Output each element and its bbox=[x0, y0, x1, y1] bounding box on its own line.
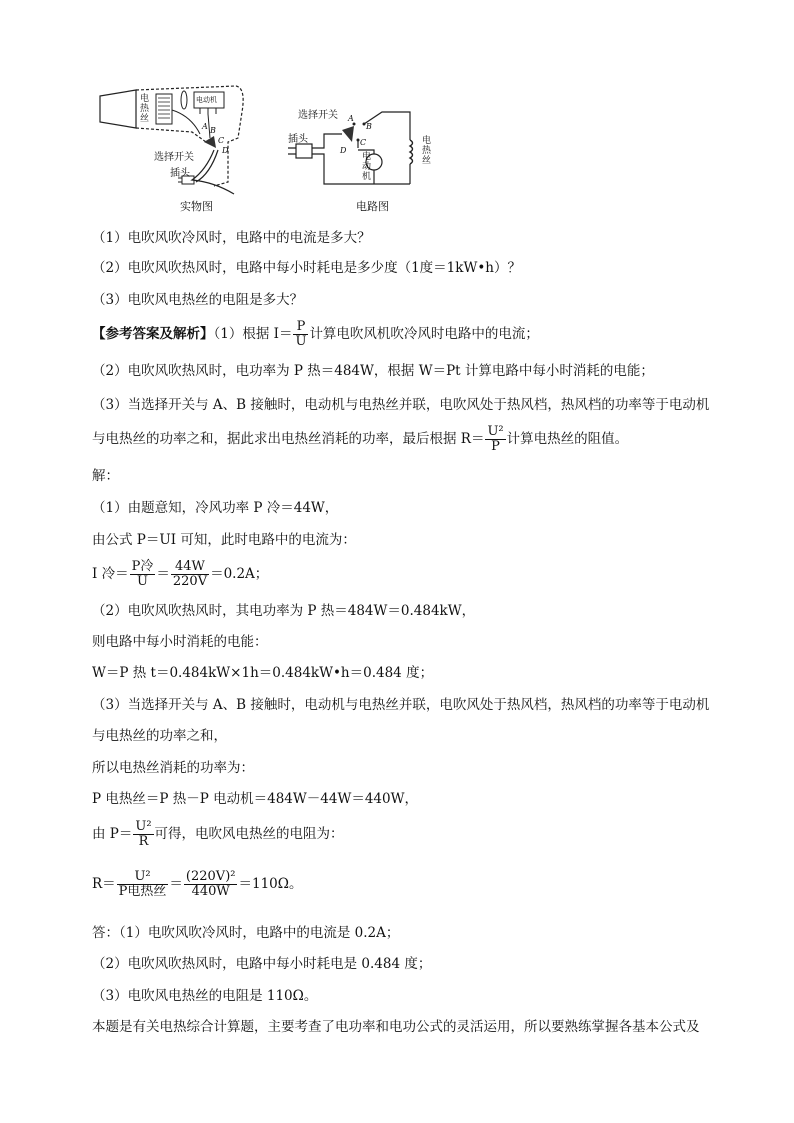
fraction bbox=[485, 425, 505, 454]
fraction bbox=[117, 870, 169, 899]
analysis-text: 与电热丝的功率之和，据此求出电热丝消耗的功率，最后根据 R＝ bbox=[92, 431, 485, 447]
fraction-denominator: P电热丝 bbox=[118, 884, 167, 899]
formula-text: ＝0.2A； bbox=[210, 566, 269, 582]
formula-text: ＝110Ω。 bbox=[238, 876, 303, 892]
circuit-contact-c: C bbox=[360, 138, 367, 147]
analysis-line-1 bbox=[92, 320, 539, 349]
summary-line: 本题是有关电热综合计算题，主要考查了电功率和电功公式的灵活运用，所以要熟练掌握各基本公式及 bbox=[92, 1019, 700, 1035]
plug-label: 插头 bbox=[170, 168, 190, 179]
solution-line-12 bbox=[92, 870, 302, 899]
heater-label-char: 电 bbox=[140, 94, 150, 104]
heater-label-char: 热 bbox=[422, 146, 432, 156]
circuit-plug-label: 插头 bbox=[288, 134, 308, 145]
question-1: （1）电吹风吹冷风时，电路中的电流是多大？ bbox=[92, 230, 371, 246]
fraction-denominator: U bbox=[137, 574, 148, 589]
contact-label-d: D bbox=[222, 146, 229, 155]
contact-label-b: B bbox=[210, 126, 216, 135]
solution-line-1: （1）由题意知，冷风功率 P 冷＝44W， bbox=[92, 500, 339, 516]
motor-label: 电动机 bbox=[196, 96, 217, 104]
circuit-switch-label: 选择开关 bbox=[298, 110, 338, 121]
analysis-heading: 【参考答案及解析】 bbox=[92, 326, 214, 342]
formula-text: 可得，电吹风电热丝的电阻为： bbox=[154, 826, 344, 842]
fraction bbox=[133, 820, 153, 849]
motor-label-char: 机 bbox=[362, 172, 372, 182]
fraction bbox=[171, 560, 209, 589]
analysis-line-3: （3）当选择开关与 A、B 接触时，电动机与电热丝并联，电吹风处于热风档，热风档的功率等于电动机 bbox=[92, 397, 710, 413]
circuit-contact-a: A bbox=[348, 114, 354, 123]
switch-label: 选择开关 bbox=[154, 152, 194, 163]
solution-line-11 bbox=[92, 820, 344, 849]
heater-label-char: 热 bbox=[140, 104, 150, 114]
heater-label bbox=[140, 94, 149, 124]
formula-text: 由 P＝ bbox=[92, 826, 133, 842]
fraction-denominator: 220V bbox=[172, 574, 208, 589]
fraction-numerator: U² bbox=[135, 819, 152, 834]
solution-line-2: 由公式 P＝UI 可知，此时电路中的电流为： bbox=[92, 532, 356, 548]
circuit-contact-d: D bbox=[340, 146, 347, 155]
fraction-numerator: (220V)² bbox=[185, 869, 236, 884]
heater-label-char: 丝 bbox=[140, 114, 150, 124]
formula-text: R＝ bbox=[92, 876, 116, 892]
answer-line-3: （3）电吹风电热丝的电阻是 110Ω。 bbox=[92, 988, 318, 1004]
solution-line-5: 则电路中每小时消耗的电能： bbox=[92, 634, 268, 650]
solution-line-9: 所以电热丝消耗的功率为： bbox=[92, 760, 254, 776]
fraction bbox=[184, 870, 238, 899]
solution-label: 解： bbox=[92, 468, 119, 484]
contact-label-a: A bbox=[202, 122, 208, 131]
solution-line-10: P 电热丝＝P 热－P 电动机＝484W－44W＝440W， bbox=[92, 791, 418, 807]
circuit-diagram bbox=[282, 102, 442, 198]
fraction-denominator: U bbox=[295, 334, 307, 349]
circuit-figure-caption: 电路图 bbox=[356, 200, 389, 213]
fraction-numerator: 44W bbox=[171, 560, 209, 575]
formula-text: I 冷＝ bbox=[92, 566, 129, 582]
fraction-denominator: 440W bbox=[191, 884, 230, 899]
circuit-contact-b: B bbox=[366, 122, 372, 131]
fraction-numerator: P冷 bbox=[131, 559, 154, 574]
heater-label-char: 电 bbox=[422, 136, 432, 146]
hair-dryer-drawing bbox=[96, 82, 256, 200]
analysis-line-4 bbox=[92, 425, 628, 454]
question-3: （3）电吹风电热丝的电阻是多大？ bbox=[92, 292, 304, 308]
formula-text: ＝ bbox=[169, 876, 183, 892]
solution-line-4: （2）电吹风吹热风时，其电功率为 P 热＝484W＝0.484kW， bbox=[92, 603, 476, 619]
analysis-text: 计算电吹风机吹冷风时电路中的电流； bbox=[309, 326, 539, 342]
analysis-line-2: （2）电吹风吹热风时，电功率为 P 热＝484W，根据 W＝Pt 计算电路中每小时消耗的电能； bbox=[92, 363, 654, 379]
analysis-text: 计算电热丝的阻值。 bbox=[506, 431, 629, 447]
fraction-numerator: U² bbox=[117, 870, 169, 885]
analysis-text: （1）根据 I＝ bbox=[213, 326, 293, 342]
question-2: （2）电吹风吹热风时，电路中每小时耗电是多少度（1度＝1kW•h）？ bbox=[92, 260, 521, 276]
fraction bbox=[293, 320, 308, 349]
solution-line-3 bbox=[92, 560, 268, 589]
motor-label-char: 动 bbox=[362, 162, 372, 172]
fraction-numerator: U² bbox=[487, 424, 504, 439]
motor-label-char: 电 bbox=[362, 152, 372, 162]
fraction bbox=[130, 560, 156, 589]
physical-figure-caption: 实物图 bbox=[180, 200, 213, 213]
solution-line-8: 与电热丝的功率之和， bbox=[92, 728, 227, 744]
contact-label-c: C bbox=[218, 136, 225, 145]
answer-line-1: 答：（1）电吹风吹冷风时，电路中的电流是 0.2A； bbox=[92, 925, 400, 941]
fraction-denominator: P bbox=[491, 439, 500, 454]
circuit-heater-label bbox=[422, 136, 431, 166]
solution-line-6: W＝P 热 t＝0.484kW×1h＝0.484kW•h＝0.484 度； bbox=[92, 665, 434, 681]
heater-label-char: 丝 bbox=[422, 156, 432, 166]
answer-line-2: （2）电吹风吹热风时，电路中每小时耗电是 0.484 度； bbox=[92, 956, 432, 972]
fraction-numerator: P bbox=[293, 320, 308, 335]
solution-line-7: （3）当选择开关与 A、B 接触时，电动机与电热丝并联，电吹风处于热风档，热风档的功率等于电动机 bbox=[92, 697, 710, 713]
circuit-motor-label bbox=[362, 152, 371, 182]
physical-diagram bbox=[96, 82, 256, 200]
formula-text: ＝ bbox=[156, 566, 170, 582]
fraction-denominator: R bbox=[138, 834, 149, 849]
